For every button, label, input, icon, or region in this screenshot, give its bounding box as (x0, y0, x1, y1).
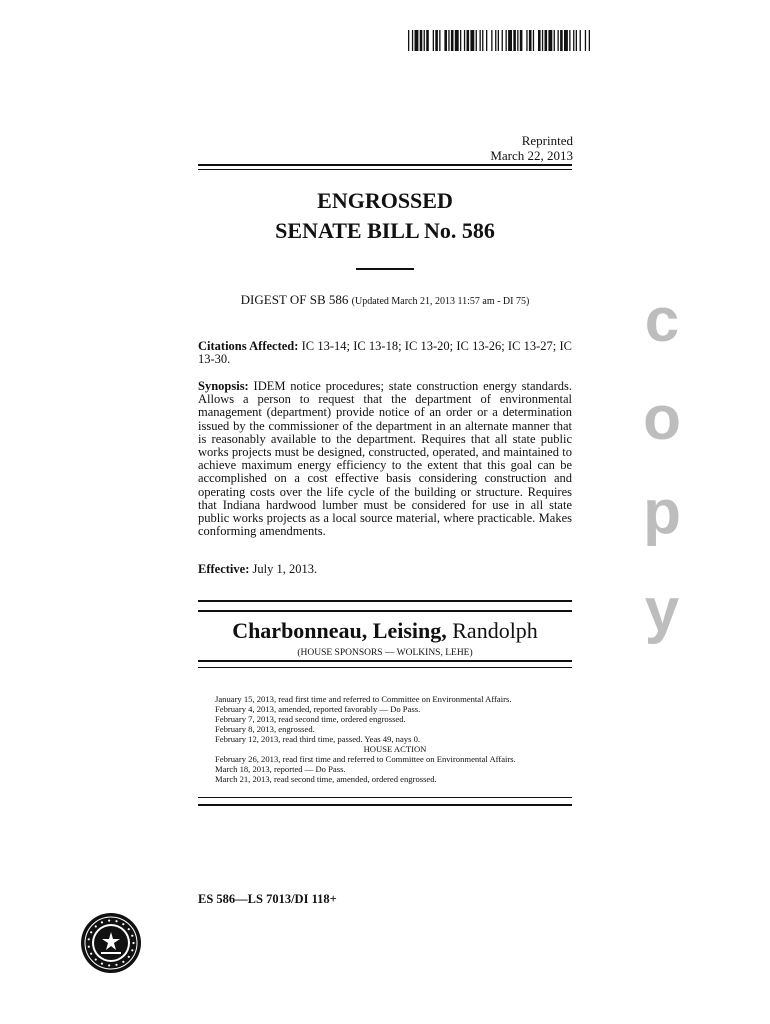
watermark-letter-p: p (643, 478, 681, 547)
house-action-heading: HOUSE ACTION (363, 744, 427, 754)
citations-label: Citations Affected: (198, 339, 299, 353)
synopsis-label: Synopsis: (198, 379, 249, 393)
header-divider-thin (198, 169, 572, 170)
history-line: March 21, 2013, read second time, amended, ordered engrossed. (215, 774, 437, 784)
title-dash (356, 268, 414, 270)
digest-updated: (Updated March 21, 2013 11:57 am - DI 75) (351, 296, 530, 307)
primary-sponsors: Charbonneau, Leising, (232, 618, 447, 643)
sponsor-divider-top-2 (198, 610, 572, 612)
bill-title-line1: ENGROSSED (317, 188, 453, 213)
synopsis-section (198, 380, 572, 538)
synopsis-text: IDEM notice procedures; state construction energy standards. Allows a person to request that the department of environmental management (department) provide notice of an order or a determination issued by the commissioner of the department in an alternate manner that is reasonably available to the department. Requires that all state public works projects must be designed, constructed, operated, and maintained to achieve maximum energy efficiency to the extent that this goal can be accomplished on a cost effective basis considering construction and operating costs over the life cycle of the building or structure. Requires that Indiana hardwood lumber must be considered for use in all state public works projects as a local source material, where practicable. Makes conforming amendments. (198, 379, 573, 539)
history-line: February 26, 2013, read first time and referred to Committee on Environmental Affairs. (215, 754, 516, 764)
bill-identifier: ES 586—LS 7013/DI 118+ (198, 892, 337, 906)
effective-section (198, 563, 572, 576)
history-line: January 15, 2013, read first time and referred to Committee on Environmental Affairs. (215, 694, 512, 704)
reprinted-label: Reprinted (521, 133, 573, 148)
legislative-history (215, 694, 575, 784)
history-divider-bottom (198, 797, 572, 798)
effective-label: Effective: (198, 562, 250, 576)
digest-heading (198, 292, 572, 308)
history-line: February 7, 2013, read second time, ordered engrossed. (215, 714, 406, 724)
citations-text: IC 13-14; IC 13-18; IC 13-20; IC 13-26; IC 13-27; IC 13-30. (198, 339, 572, 367)
state-seal-icon (80, 912, 142, 974)
secondary-sponsor: Randolph (452, 618, 538, 643)
history-line: February 4, 2013, amended, reported favorably — Do Pass. (215, 704, 421, 714)
history-line: February 8, 2013, engrossed. (215, 724, 315, 734)
house-sponsors: (HOUSE SPONSORS — WOLKINS, LEHE) (297, 648, 473, 658)
history-line: February 12, 2013, read third time, passed. Yeas 49, nays 0. (215, 734, 421, 744)
senate-sponsors (198, 618, 572, 644)
digest-main: DIGEST OF SB 586 (240, 292, 349, 307)
history-divider-top-thin (198, 667, 572, 668)
barcode-image (408, 30, 590, 51)
history-divider-bottom-2 (198, 804, 572, 806)
history-line: March 18, 2013, reported — Do Pass. (215, 764, 346, 774)
bill-title-line2: SENATE BILL No. 586 (275, 218, 495, 243)
sponsor-divider-top (198, 600, 572, 602)
header-divider (198, 164, 572, 166)
watermark-letter-o: o (643, 384, 681, 453)
watermark-letter-c: c (644, 286, 680, 355)
effective-text: July 1, 2013. (252, 562, 318, 576)
reprint-date: March 22, 2013 (490, 148, 573, 163)
history-divider-top (198, 660, 572, 662)
watermark-letter-y: y (644, 576, 680, 645)
citations-section (198, 340, 572, 366)
reprint-notice (440, 133, 573, 163)
